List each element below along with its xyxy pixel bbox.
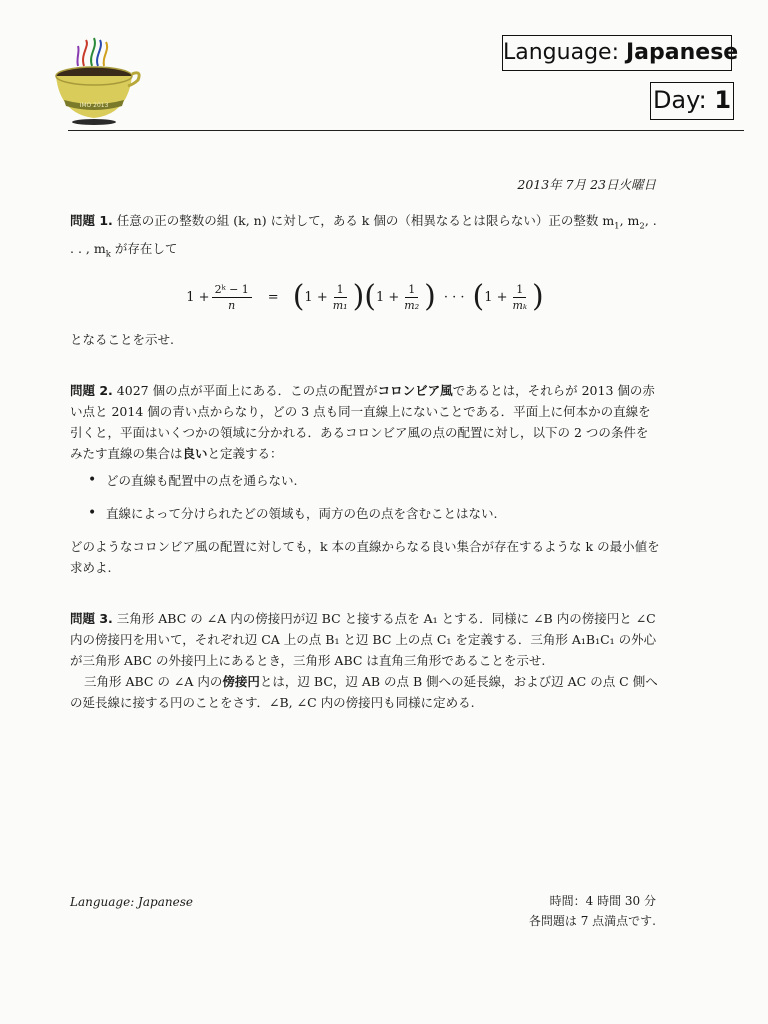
sub-1: 1 (614, 221, 620, 232)
exam-date: 2013年 7月 23日火曜日 (517, 177, 656, 192)
problems-section (70, 210, 660, 735)
problem-2-conditions (70, 470, 660, 524)
header-divider (68, 130, 744, 131)
formula-lhs-fraction (212, 283, 252, 312)
sub-k: k (105, 249, 111, 259)
day-value: 1 (714, 86, 732, 114)
factor-1-numerator: 1 (334, 283, 347, 298)
factor-2-numerator: 1 (405, 283, 418, 298)
sub-2: 2 (639, 221, 645, 232)
problem-2 (70, 380, 660, 578)
problem-2-text-1: 4027 個の点が平面上にある．この点の配置が (116, 383, 378, 398)
footer-exam-info (529, 891, 656, 931)
factor-1-denominator: m₁ (332, 298, 348, 312)
factor-1-one-plus: 1 + (304, 289, 328, 305)
problem-2-text-2: であるとは，それらが 2013 個の赤い点と 2014 個の青い点からなり，どの 3 点も同一直線上にないことである．平面上に何本かの直線を引くと，平面はいくつかの領域に分かれる．あるコロンビア風の点の配置に対し，以下の 2 つの条件をみたす直線の集合は (70, 383, 655, 461)
language-label: Language: (503, 40, 619, 65)
formula-dots: · · · (443, 289, 465, 305)
formula-factor-2: ( 1 + $\frac{1}{\text{m₂}}$ ) (364, 279, 436, 314)
problem-1-text-e: , . . . , m (70, 213, 657, 256)
factor-k-one-plus: 1 + (484, 289, 508, 305)
note-text-1: 三角形 ABC の ∠A 内の (84, 674, 223, 689)
problem-1-text: 任意の正の整数の組 (k, n) に対して，ある k 個の（相異なるとは限らない）正の整数 m (116, 213, 615, 228)
problem-3-statement (70, 608, 660, 671)
factor-2-denominator: m₂ (404, 298, 420, 312)
language-value: Japanese (625, 40, 739, 65)
language-box (502, 35, 739, 71)
problem-3 (70, 608, 660, 713)
term-colombian: コロンビア風 (377, 383, 453, 398)
formula-factor-1: ( 1 + $\frac{1}{\text{m₁}}$ ) (292, 279, 365, 314)
problem-3-text: 三角形 ABC の ∠A 内の傍接円が辺 BC と接する点を A₁ とする．同様に ∠B 内の傍接円と ∠C 内の傍接円を用いて，それぞれ辺 CA 上の点 B₁ と辺 BC 上の点 C₁ を定義する．三角形 A₁B₁C₁ の外心が三角形 ABC の外接円上にあるとき，三角形 ABC は直角三角形であることを示せ. (70, 611, 657, 668)
problem-1 (70, 210, 660, 350)
footer-points: 各問題は 7 点満点です. (528, 914, 656, 928)
note-text-2: とは，辺 BC，辺 AB の点 B 側への延長線，および辺 AC の点 C 側への延長線に接する円のことをさす．∠B, ∠C 内の傍接円も同様に定める. (70, 674, 658, 710)
footer-time: 時間：4 時間 30 分 (549, 894, 656, 908)
imo-logo-icon (50, 36, 142, 128)
problem-1-formula (70, 271, 660, 323)
problem-1-text-g: が存在して (110, 240, 178, 256)
condition-item: • どの直線も配置中の点を通らない. (88, 470, 660, 491)
problem-2-statement (70, 380, 660, 464)
formula-lhs-one: 1 + (186, 289, 210, 305)
factor-2-one-plus: 1 + (376, 289, 400, 305)
condition-item: • 直線によって分けられたどの領域も，両方の色の点を含むことはない. (88, 503, 660, 524)
formula-lhs-numerator: 2ᵏ − 1 (212, 283, 252, 298)
factor-k-numerator: 1 (513, 283, 526, 298)
problem-1-text-c: , m (619, 213, 640, 228)
footer-language: Language: Japanese (70, 895, 193, 909)
formula-factor-k: ( 1 + $\frac{1}{\text{mₖ}}$ ) (472, 279, 544, 314)
day-box (650, 82, 734, 120)
problem-3-label: 問題 3. (70, 611, 113, 626)
problem-2-text-3: と定義する： (207, 446, 283, 461)
problem-2-question: どのようなコロンビア風の配置に対しても，k 本の直線からなる良い集合が存在するような k の最小値を求めよ. (70, 539, 660, 575)
problem-1-statement (70, 210, 660, 265)
problem-2-label: 問題 2. (70, 383, 113, 398)
term-excircle: 傍接円 (222, 674, 260, 689)
formula-equals: = (267, 289, 279, 305)
problem-1-conclusion: となることを示せ. (70, 332, 174, 347)
factor-k-denominator: mₖ (512, 298, 527, 312)
formula-lhs-denominator: n (228, 298, 236, 312)
day-label: Day: (652, 86, 707, 114)
problem-3-note (70, 671, 660, 713)
problem-1-label: 問題 1. (70, 213, 113, 228)
term-good: 良い (182, 446, 208, 461)
logo-text: IMO 2013 (79, 102, 109, 109)
